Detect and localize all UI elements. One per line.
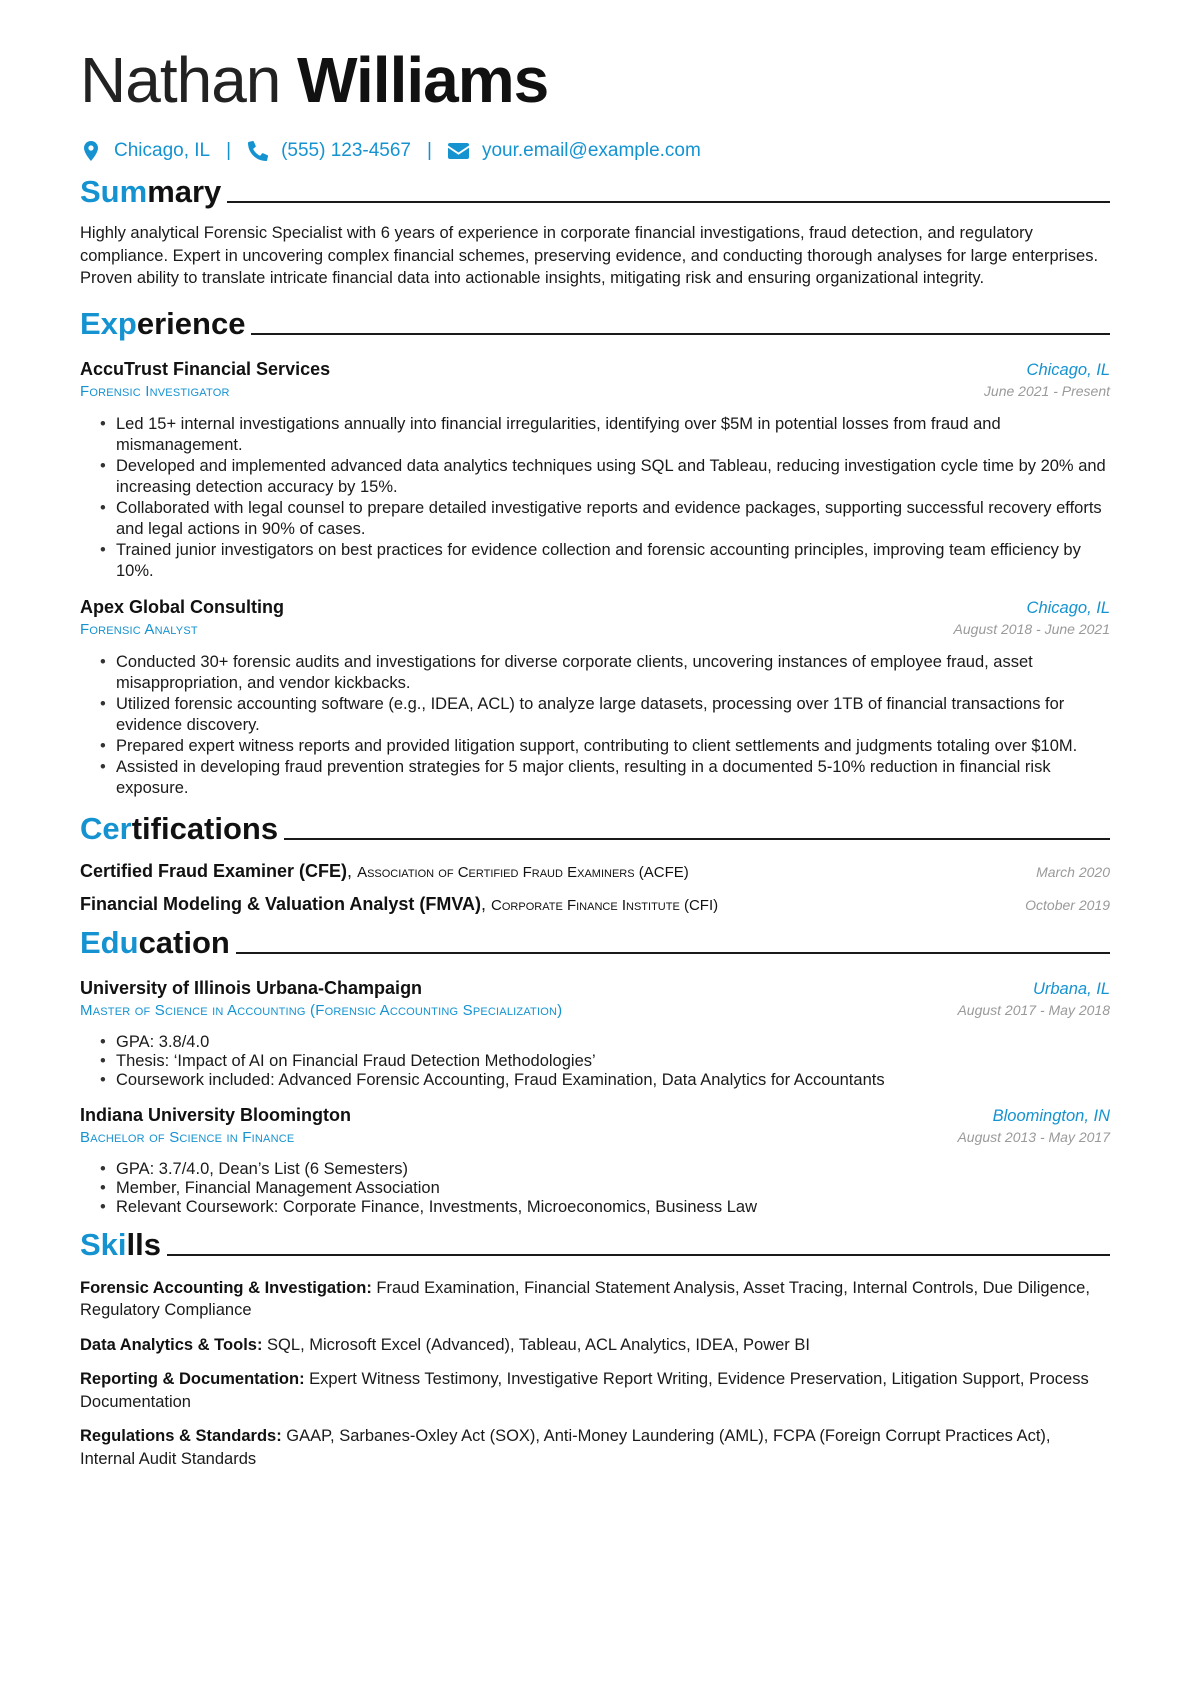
envelope-icon	[448, 140, 470, 162]
experience-entry	[80, 594, 1110, 799]
bullet-item: • Member, Financial Management Association	[116, 1179, 1110, 1198]
skill-category: Forensic Accounting & Investigation:	[80, 1278, 372, 1297]
job-title: Forensic Investigator	[80, 382, 230, 400]
education-bullets	[80, 1160, 1110, 1217]
skill-items: GAAP, Sarbanes-Oxley Act (SOX), Anti-Money Laundering (AML), FCPA (Foreign Corrupt Practices Act), Internal Audit Standards	[80, 1427, 1051, 1468]
job-bullets	[80, 652, 1110, 799]
summary-heading	[80, 172, 1110, 212]
experience-heading	[80, 304, 1110, 344]
contact-location	[80, 140, 210, 162]
job-bullets	[80, 414, 1110, 582]
section-title: Certifications	[80, 810, 279, 846]
degree: Master of Science in Accounting (Forensic Accounting Specialization)	[80, 1001, 563, 1019]
first-name: Nathan	[80, 44, 281, 116]
skill-category: Reporting & Documentation:	[80, 1370, 305, 1388]
cert-date: March 2020	[1036, 863, 1110, 880]
bullet-item: • GPA: 3.7/4.0, Dean’s List (6 Semesters)	[116, 1160, 1110, 1179]
school-location: Urbana, IL	[1032, 979, 1110, 998]
phone-icon	[247, 140, 269, 162]
job-location: Chicago, IL	[1026, 598, 1110, 617]
experience-entry	[80, 356, 1110, 582]
company-name: Apex Global Consulting	[80, 596, 285, 617]
cert-name: Certified Fraud Examiner (CFE)	[80, 860, 348, 881]
certification-entry: Certified Fraud Examiner (CFE), Association of Certified Fraud Examiners (ACFE) March 2020	[80, 860, 1110, 881]
skills-heading	[80, 1225, 1110, 1265]
school-name: University of Illinois Urbana-Champaign	[80, 977, 423, 998]
school-name: Indiana University Bloomington	[80, 1104, 352, 1125]
degree: Bachelor of Science in Finance	[80, 1128, 295, 1146]
skill-group	[80, 1368, 1110, 1413]
contact-separator: |	[226, 140, 232, 161]
certification-entry: Financial Modeling & Valuation Analyst (FMVA), Corporate Finance Institute (CFI) October 2019	[80, 893, 1110, 914]
education-entry	[80, 975, 1110, 1090]
location-text: Chicago, IL	[114, 140, 211, 161]
summary-text: Highly analytical Forensic Specialist with 6 years of experience in corporate financial investigations, fraud detection, and regulatory compliance. Expert in uncovering complex financial schemes, preserving evidence, and conducting thorough analyses for large enterprises. Proven ability to translate intricate financial data into actionable insights, mitigating risk and ensuring organizational integrity.	[80, 224, 1099, 287]
bullet-item: • Assisted in developing fraud prevention strategies for 5 major clients, resulting in a documented 5-10% reduction in financial risk exposure.	[116, 757, 1110, 799]
section-title: Summary	[80, 174, 222, 209]
section-rule	[251, 333, 1110, 335]
bullet-item: • Led 15+ internal investigations annually into financial irregularities, identifying over $5M in potential losses from fraud and mismanagement.	[116, 414, 1110, 456]
section-title: Education	[80, 924, 230, 960]
skill-group	[80, 1334, 1110, 1357]
job-title: Forensic Analyst	[80, 620, 198, 638]
cert-issuer: Corporate Finance Institute (CFI)	[491, 896, 719, 914]
bullet-item: • Utilized forensic accounting software (e.g., IDEA, ACL) to analyze large datasets, processing over 1TB of financial transactions for evidence discovery.	[116, 694, 1110, 736]
contact-email[interactable]	[448, 140, 701, 162]
job-dates: June 2021 - Present	[983, 382, 1110, 399]
skill-category: Regulations & Standards:	[80, 1427, 282, 1445]
school-dates: August 2017 - May 2018	[957, 1001, 1110, 1018]
bullet-item: • Developed and implemented advanced data analytics techniques using SQL and Tableau, reducing investigation cycle time by 20% and increasing detection accuracy by 15%.	[116, 456, 1110, 498]
section-title: Skills	[80, 1226, 161, 1262]
education-entry	[80, 1102, 1110, 1217]
candidate-name	[80, 0, 1110, 116]
school-location: Bloomington, IN	[992, 1106, 1110, 1125]
section-rule	[284, 838, 1110, 840]
bullet-item: • Prepared expert witness reports and provided litigation support, contributing to client settlements and judgments totaling over $10M.	[116, 736, 1110, 757]
skill-items: SQL, Microsoft Excel (Advanced), Tableau, ACL Analytics, IDEA, Power BI	[267, 1335, 810, 1354]
bullet-item: • GPA: 3.8/4.0	[116, 1033, 1110, 1052]
map-pin-icon	[80, 140, 102, 162]
section-rule	[167, 1254, 1110, 1256]
skill-items: Expert Witness Testimony, Investigative Report Writing, Evidence Preservation, Litigation Support, Process Documentation	[80, 1370, 1089, 1411]
bullet-item: • Conducted 30+ forensic audits and investigations for diverse corporate clients, uncovering instances of employee fraud, asset misappropriation, and vendor kickbacks.	[116, 652, 1110, 694]
education-bullets	[80, 1033, 1110, 1090]
skill-items: Fraud Examination, Financial Statement Analysis, Asset Tracing, Internal Controls, Due Diligence, Regulatory Compliance	[80, 1278, 1090, 1319]
job-location: Chicago, IL	[1026, 360, 1110, 379]
bullet-item: • Thesis: ‘Impact of AI on Financial Fraud Detection Methodologies’	[116, 1052, 1110, 1071]
section-title: Experience	[80, 305, 246, 341]
contact-phone[interactable]	[247, 140, 411, 162]
contact-bar	[80, 136, 1110, 166]
skill-group	[80, 1277, 1110, 1322]
bullet-item: • Collaborated with legal counsel to prepare detailed investigative reports and evidence packages, supporting successful recovery efforts and legal actions in 90% of cases.	[116, 498, 1110, 540]
bullet-item: • Coursework included: Advanced Forensic Accounting, Fraud Examination, Data Analytics for Accountants	[116, 1071, 1110, 1090]
phone-text: (555) 123-4567	[281, 140, 411, 161]
bullet-item: • Trained junior investigators on best practices for evidence collection and forensic accounting principles, improving team efficiency by 10%.	[116, 540, 1110, 582]
section-rule	[236, 952, 1110, 954]
job-dates: August 2018 - June 2021	[953, 620, 1110, 637]
cert-issuer: Association of Certified Fraud Examiners (ACFE)	[357, 863, 689, 881]
skill-category: Data Analytics & Tools:	[80, 1335, 263, 1354]
email-link: your.email@example.com	[481, 140, 701, 161]
education-heading	[80, 923, 1110, 963]
skill-group	[80, 1425, 1110, 1470]
section-rule	[227, 201, 1110, 203]
last-name: Williams	[297, 44, 549, 116]
company-name: AccuTrust Financial Services	[80, 358, 331, 379]
contact-separator: |	[427, 140, 432, 161]
cert-date: October 2019	[1025, 896, 1110, 913]
school-dates: August 2013 - May 2017	[957, 1128, 1110, 1145]
bullet-item: • Relevant Coursework: Corporate Finance, Investments, Microeconomics, Business Law	[116, 1198, 1110, 1217]
cert-name: Financial Modeling & Valuation Analyst (FMVA)	[80, 893, 482, 914]
certifications-heading	[80, 809, 1110, 849]
